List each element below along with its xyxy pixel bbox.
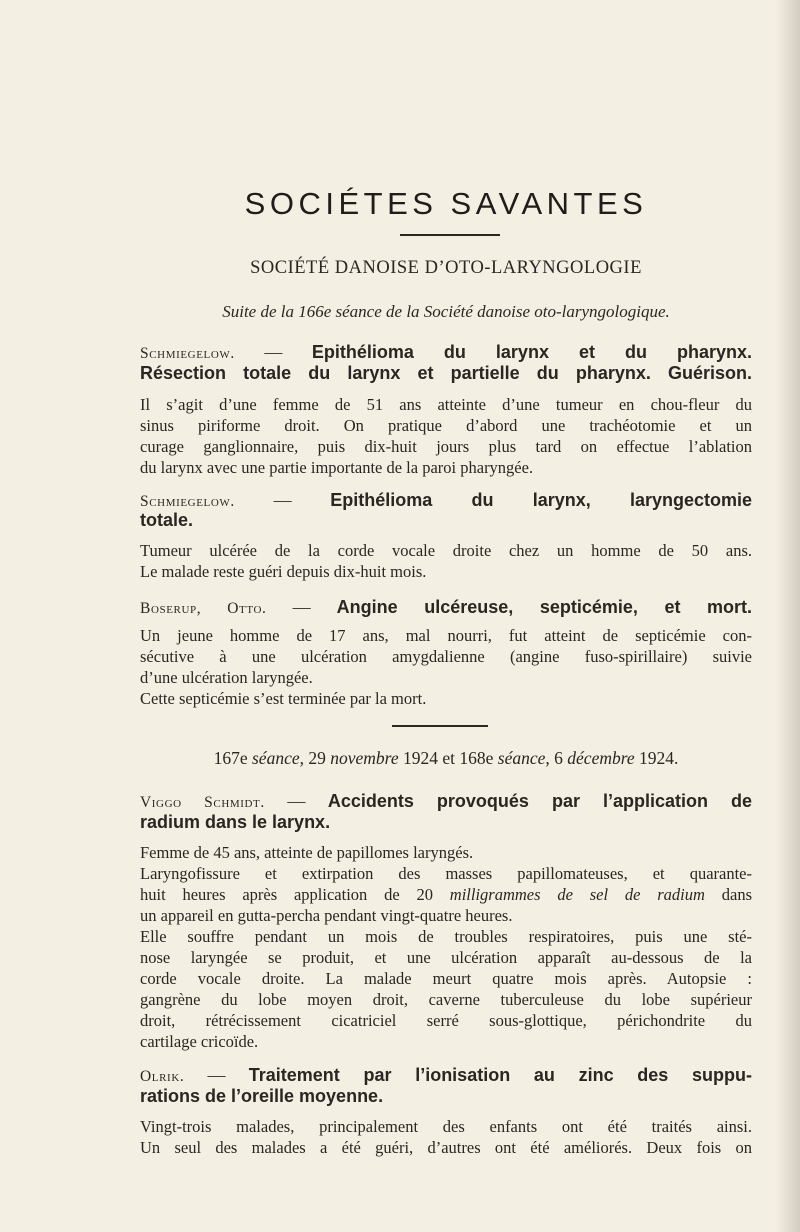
session2-w2: séance, [497,748,550,768]
sec5-title-b: rations de l’oreille moyenne. [140,1086,384,1106]
session2-d1: 29 [308,748,326,768]
sec4-line3a: huit heures après application de 20 [140,885,433,904]
session2-line [140,748,752,769]
sec3-line2: sécutive à une ulcération amygdalienne (angine fuso-spirillaire) suivie [140,647,752,666]
sec1-title-a: Epithélioma du larynx et du pharynx. [311,342,753,362]
session2-n1: 167e [213,748,248,768]
sec3-line3: d’une ulcération laryngée. [140,668,313,687]
sec1-line3: curage ganglionnaire, puis dix-huit jours plus tard on effectue l’ablation [140,437,752,456]
sec1-line2: sinus piriforme droit. On pratique d’abord une trachéotomie et un [140,416,752,435]
sec1-heading-line1 [140,342,752,364]
sec5-author: Olrik. [140,1068,185,1085]
page-edge-shadow [776,0,800,1232]
session-intro [140,302,752,322]
title-rule [400,234,500,236]
sec4-line2: Laryngofissure et extirpation des masses papillomateuses, et quarante- [140,864,752,883]
session-intro-text: Suite de la 166e séance de la Société danoise oto-laryngologique. [222,302,670,321]
sec5-dash: — [207,1065,226,1085]
sec1-heading-line2 [140,363,752,383]
sec2-dash: — [273,490,292,510]
sec1-author: Schmiegelow. [140,345,235,362]
sec3-line4: Cette septicémie s’est terminée par la mort. [140,689,427,708]
sec4-line4: un appareil en gutta-percha pendant vingt-quatre heures. [140,906,513,925]
sec3-line1: Un jeune homme de 17 ans, mal nourri, fut atteint de septicémie con- [140,626,752,645]
sec4-line3b: milligrammes de sel de radium [449,885,705,904]
sec5-heading-line1 [140,1065,752,1087]
sec4-author: Viggo Schmidt. [140,794,265,811]
sec5-line2: Un seul des malades a été guéri, d’autres ont été améliorés. Deux fois on [140,1138,752,1157]
sec2-line1: Tumeur ulcérée de la corde vocale droite chez un homme de 50 ans. [140,541,752,560]
sec4-line10: cartilage cricoïde. [140,1032,259,1051]
sec2-heading-line1 [140,490,752,512]
sec5-title-a: Traitement par l’ionisation au zinc des suppu- [248,1065,753,1085]
sec1-line4: du larynx avec une partie importante de la paroi pharyngée. [140,458,534,477]
sec4-line9: droit, rétrécissement cicatriciel serré sous-glottique, périchondrite du [140,1011,752,1030]
session2-d2: 6 [554,748,563,768]
sec1-line1: Il s’agit d’une femme de 51 ans atteinte d’une tumeur en chou-fleur du [140,395,752,414]
session2-y1: 1924 et [402,748,455,768]
sec1-dash: — [264,342,283,362]
sec4-line7: corde vocale droite. La malade meurt quatre mois après. Autopsie : [140,969,752,988]
session2-y2: 1924. [639,748,679,768]
session2-m1: novembre [330,748,399,768]
sec5-heading-line2 [140,1086,752,1106]
sec4-title-b: radium dans le larynx. [140,812,331,832]
journal-page [140,0,752,1232]
sec4-line8: gangrène du lobe moyen droit, caverne tuberculeuse du lobe supérieur [140,990,752,1009]
sec4-line3c: dans [721,885,752,904]
sec4-line6: nose laryngée se produit, et une ulcération apparaît au-dessous de la [140,948,752,967]
page-title: SOCIÉTES SAVANTES [244,186,648,221]
session2-w1: séance, [252,748,304,768]
sec2-line2: Le malade reste guéri depuis dix-huit mois. [140,562,427,581]
sec3-author: Boserup, Otto. [140,600,267,617]
session2-m2: décembre [567,748,635,768]
sec1-title-b: Résection totale du larynx et partielle du pharynx. Guérison. [140,363,752,383]
section-rule [392,725,488,727]
sec3-title-a: Angine ulcéreuse, septicémie, et mort. [336,597,753,617]
sec4-title-a: Accidents provoqués par l’application de [327,791,752,811]
session2-n2: 168e [459,748,494,768]
sec4-line5: Elle souffre pendant un mois de troubles respiratoires, puis une sté- [140,927,752,946]
sec4-heading-line2 [140,812,752,832]
sec2-author: Schmiegelow. [140,493,235,510]
society-name: SOCIÉTÉ DANOISE D’OTO-LARYNGOLOGIE [250,258,642,278]
sec2-title-b: totale. [140,510,194,530]
sec4-dash: — [287,791,306,811]
sec5-line1: Vingt-trois malades, principalement des enfants ont été traités ainsi. [140,1117,752,1136]
sec4-heading-line1 [140,791,752,813]
sec2-title-a: Epithélioma du larynx, laryngectomie [330,490,753,510]
sec4-line1: Femme de 45 ans, atteinte de papillomes laryngés. [140,843,474,862]
sec4-line3 [140,884,752,905]
sec3-heading [140,597,752,619]
sec3-dash: — [292,597,311,617]
sec2-heading-line2 [140,510,752,530]
